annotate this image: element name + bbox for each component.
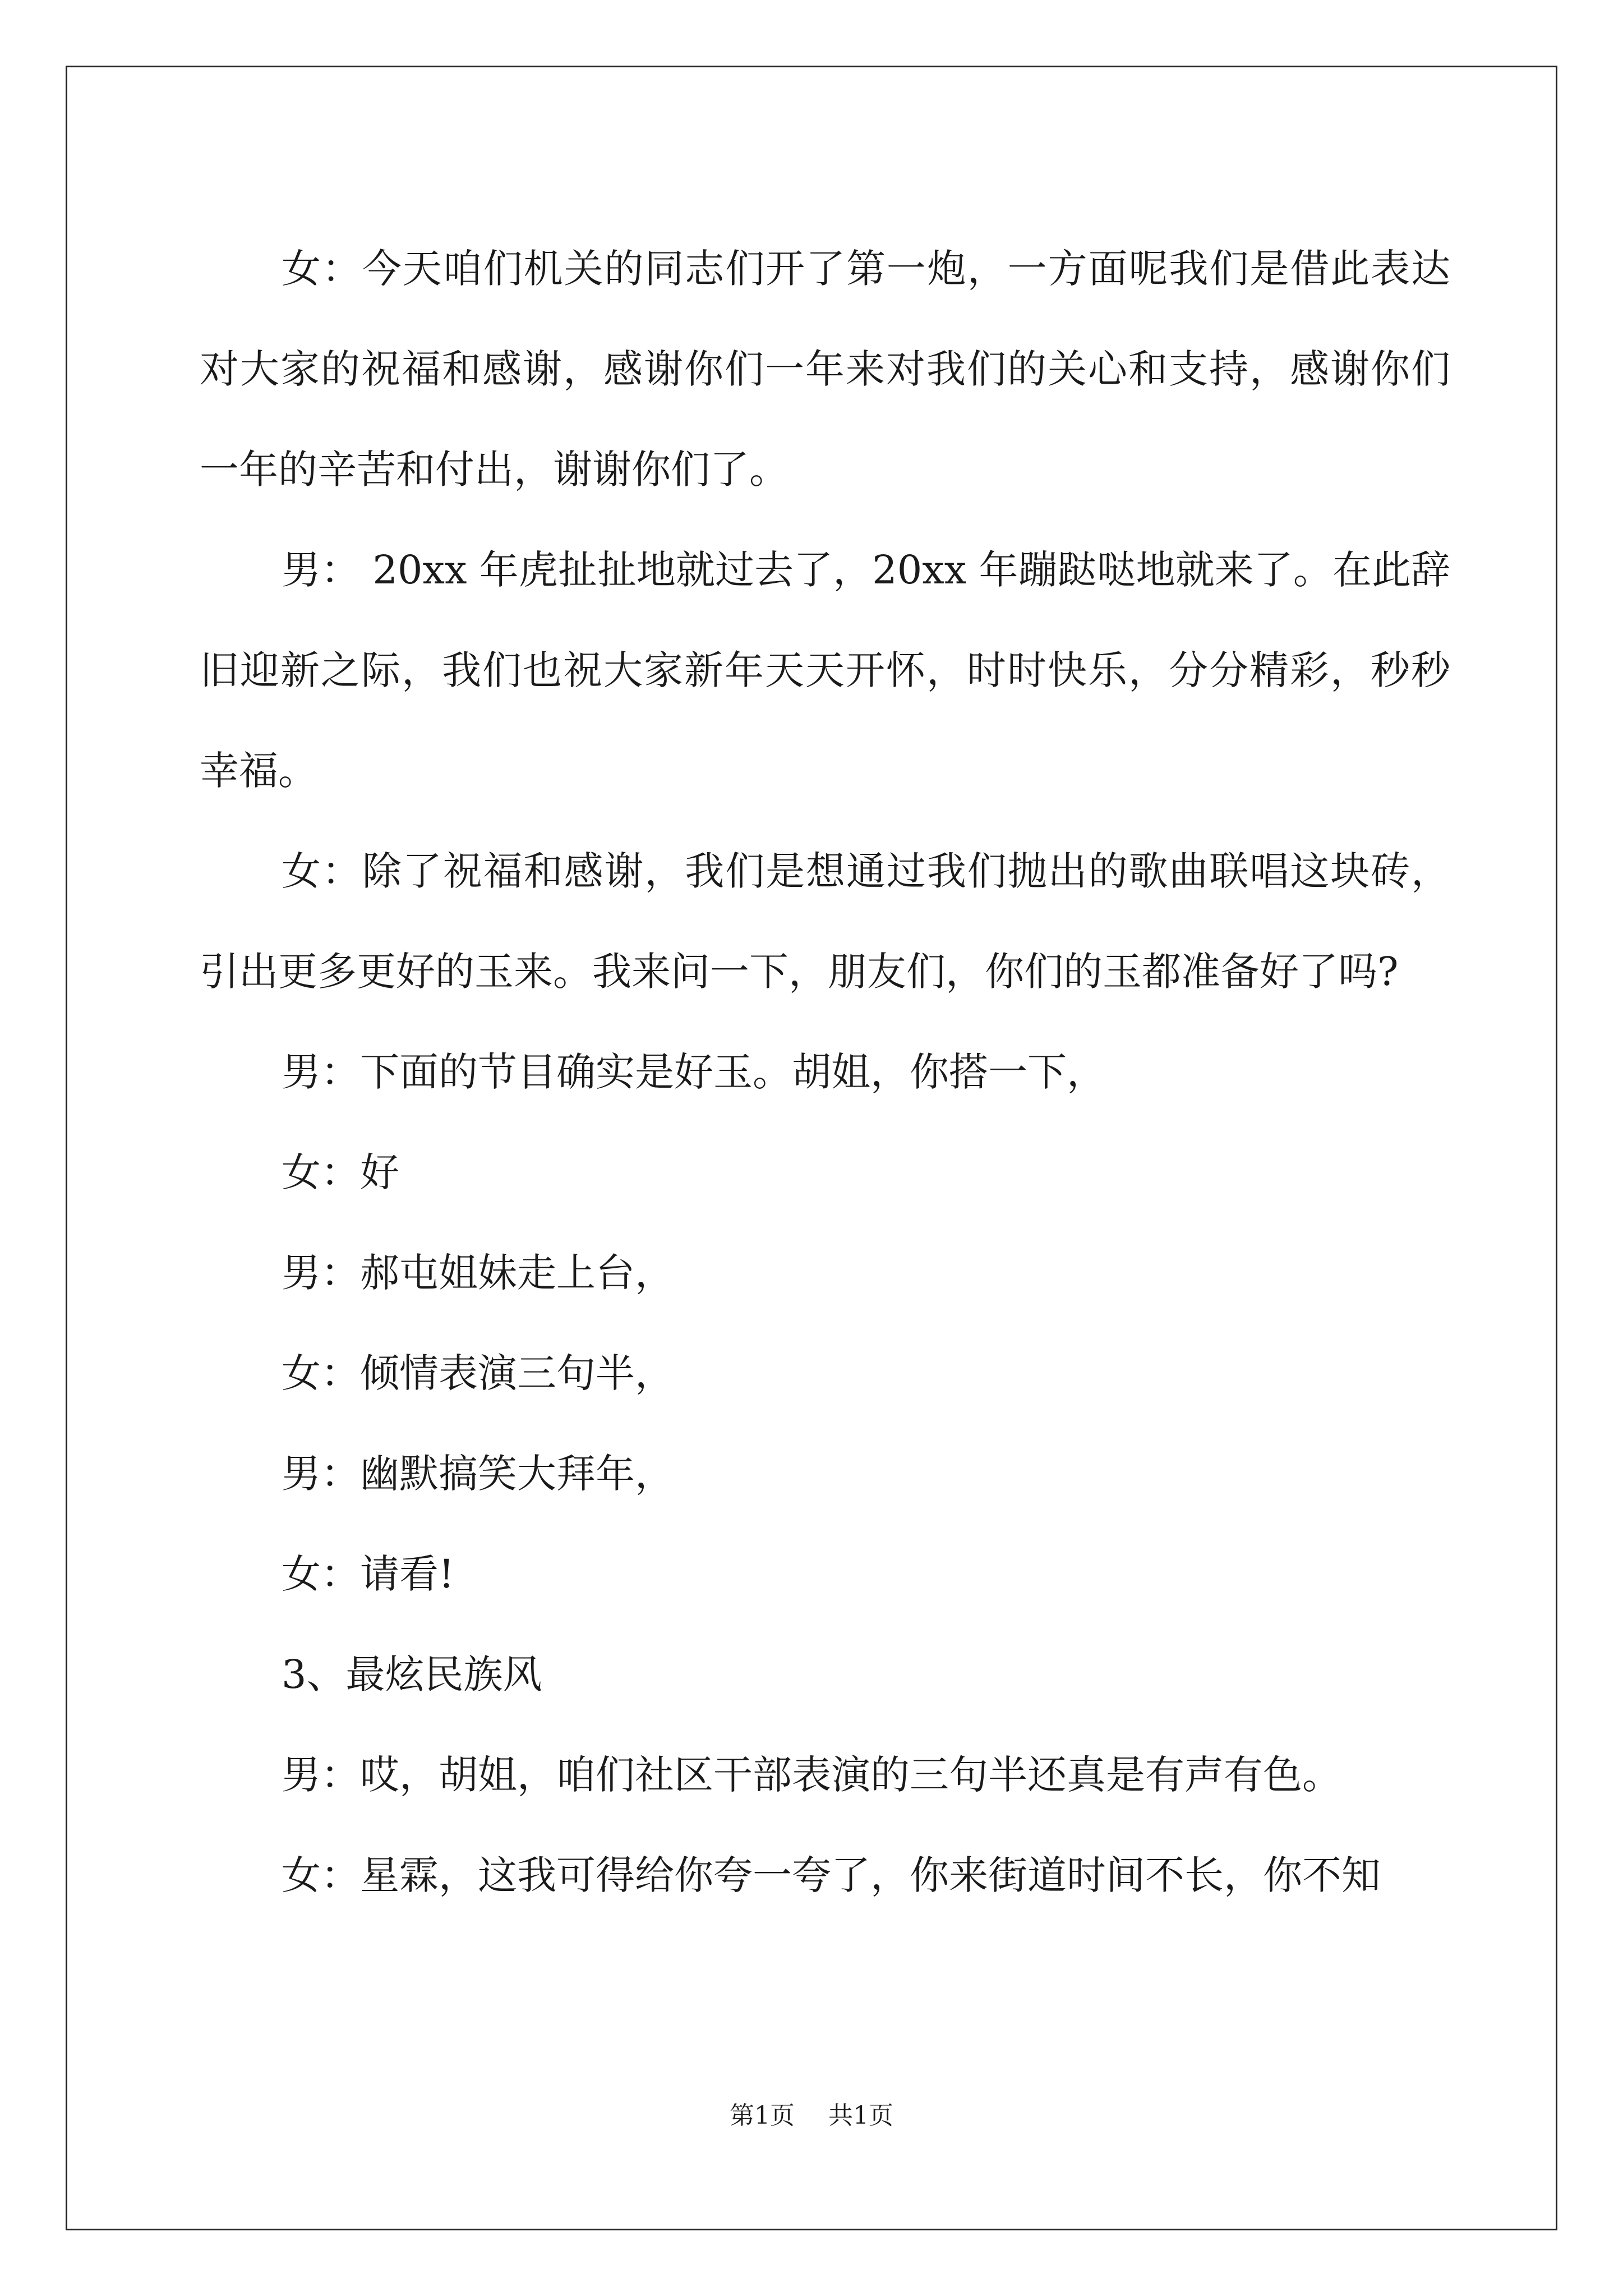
section-heading: 3、最炫民族风 — [282, 1651, 542, 1697]
paragraph: 男：幽默搞笑大拜年， — [282, 1451, 674, 1497]
document-body — [200, 219, 1450, 1926]
paragraph: 男：下面的节目确实是好玉。胡姐，你搭一下， — [282, 1049, 1106, 1095]
page-number-total: 共1页 — [828, 2101, 893, 2130]
paragraph: 女：请看! — [282, 1551, 455, 1597]
paragraph: 女：好 — [282, 1149, 399, 1195]
paragraph: 女：星霖，这我可得给你夸一夸了，你来街道时间不长，你不知 — [282, 1852, 1381, 1898]
page-number-current: 第1页 — [730, 2101, 795, 2130]
paragraph: 男：郝屯姐妹走上台， — [282, 1250, 674, 1296]
page-footer — [0, 2095, 1623, 2131]
paragraph: 男： 20xx 年虎扯扯地就过去了，20xx 年蹦跶哒地就来了。在此辞旧迎新之际，我们也祝大家新年天天开怀，时时快乐，分分精彩，秒秒幸福。 — [200, 547, 1450, 794]
paragraph: 女：倾情表演三句半， — [282, 1350, 674, 1396]
paragraph: 女：除了祝福和感谢，我们是想通过我们抛出的歌曲联唱这块砖，引出更多更好的玉来。我来问一下，朋友们，你们的玉都准备好了吗? — [200, 848, 1450, 995]
paragraph: 男：哎，胡姐，咱们社区干部表演的三句半还真是有声有色。 — [282, 1752, 1341, 1798]
paragraph: 女：今天咱们机关的同志们开了第一炮，一方面呢我们是借此表达对大家的祝福和感谢，感谢你们一年来对我们的关心和支持，感谢你们一年的辛苦和付出，谢谢你们了。 — [200, 246, 1450, 493]
